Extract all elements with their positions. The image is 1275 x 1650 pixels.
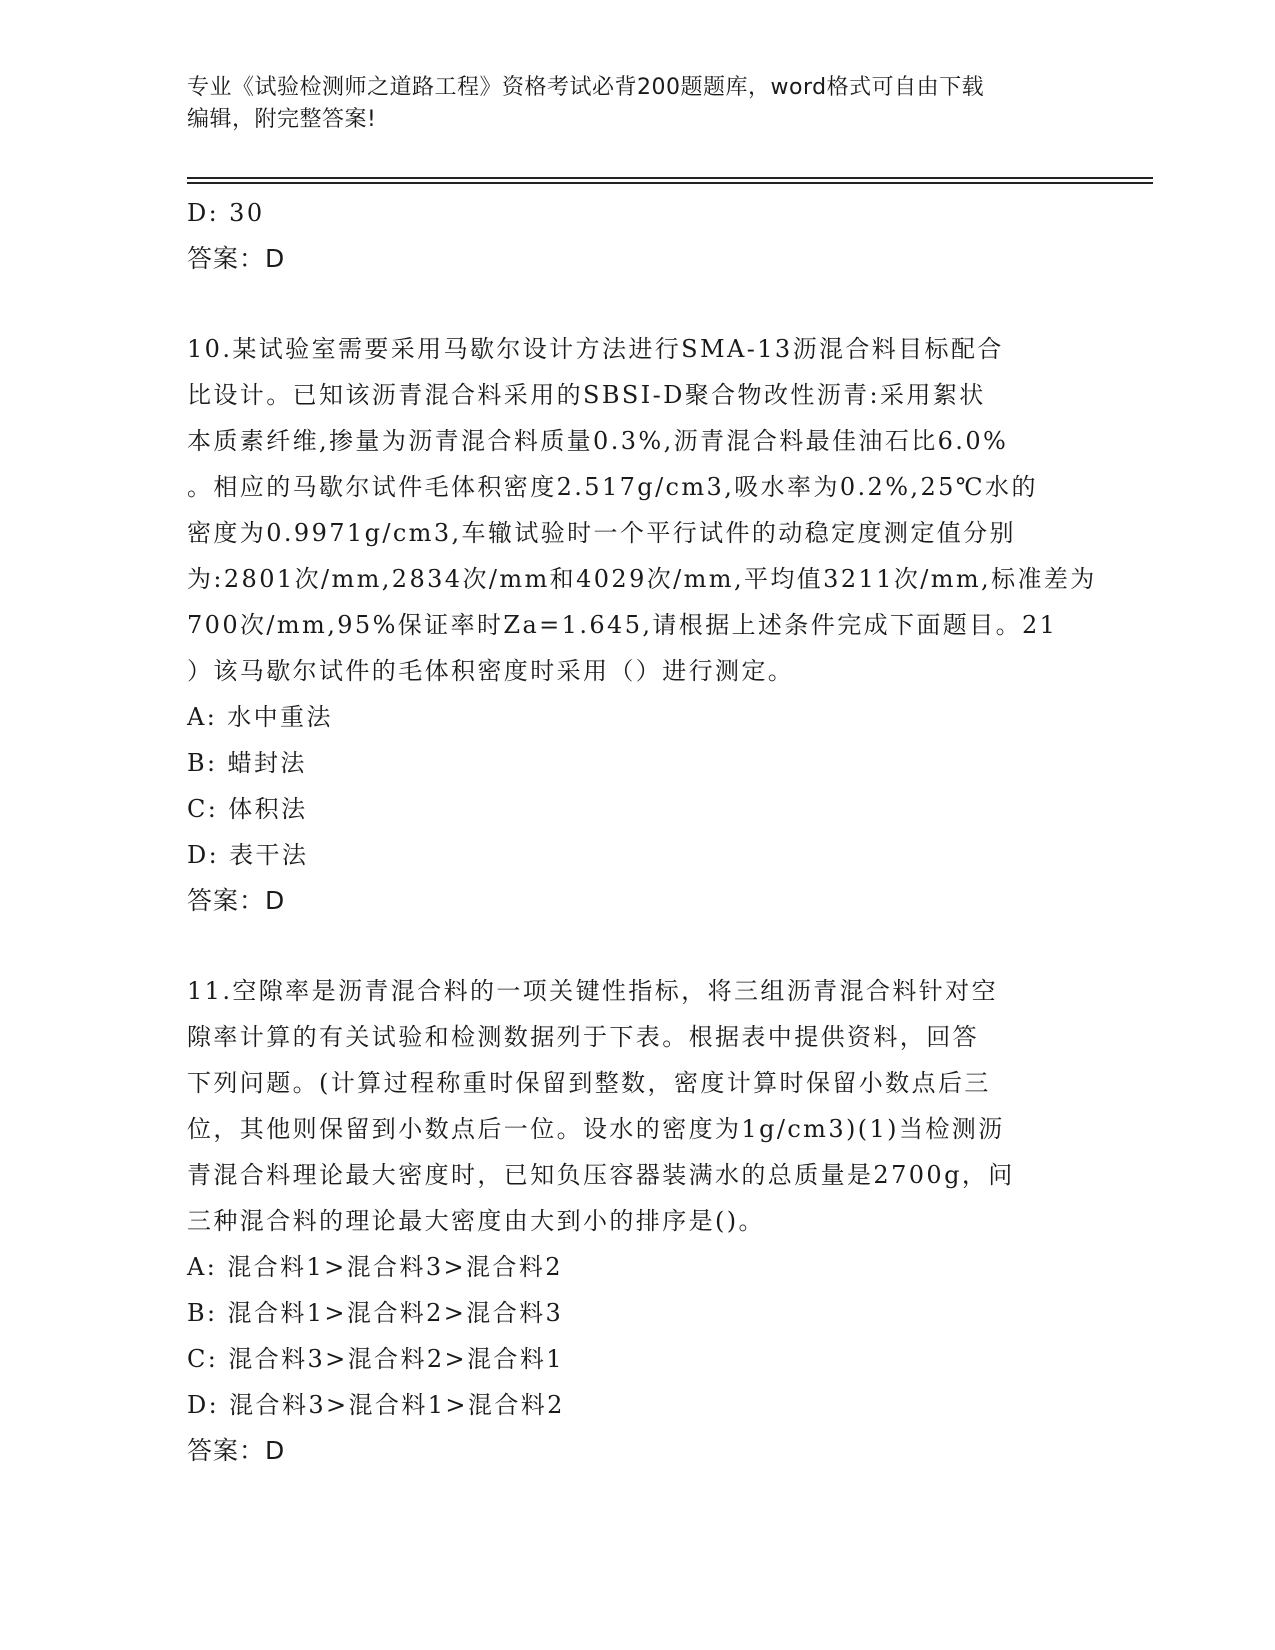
question-text-line: 11.空隙率是沥青混合料的一项关键性指标，将三组沥青混合料针对空 bbox=[187, 977, 998, 1005]
answer-line: 答案：D bbox=[187, 886, 286, 915]
question-text-line: 隙率计算的有关试验和检测数据列于下表。根据表中提供资料，回答 bbox=[187, 1023, 979, 1051]
document-body bbox=[187, 190, 1097, 1474]
answer-line: 答案：D bbox=[187, 1436, 286, 1465]
option-a: A: 水中重法 bbox=[187, 703, 333, 731]
header-divider-bottom bbox=[187, 182, 1153, 184]
question-spacer bbox=[187, 282, 1087, 326]
previous-question-tail bbox=[187, 190, 1087, 282]
document-header bbox=[187, 72, 1067, 136]
question-text-line: 700次/mm,95%保证率时Za=1.645,请根据上述条件完成下面题目。21 bbox=[187, 611, 1058, 639]
question-text-line: 为:2801次/mm,2834次/mm和4029次/mm,平均值3211次/mm,标准差为 bbox=[187, 565, 1097, 593]
question-text-line: 本质素纤维,掺量为沥青混合料质量0.3%,沥青混合料最佳油石比6.0% bbox=[187, 427, 1009, 455]
option-b: B: 混合料1>混合料2>混合料3 bbox=[187, 1299, 564, 1327]
question-text-line: 10.某试验室需要采用马歇尔设计方法进行SMA-13沥混合料目标配合 bbox=[187, 335, 1004, 363]
question-text-line: 青混合料理论最大密度时，已知负压容器装满水的总质量是2700g，问 bbox=[187, 1161, 1015, 1189]
question-11 bbox=[187, 968, 1087, 1474]
answer-line: 答案：D bbox=[187, 244, 286, 273]
option-d: D: 表干法 bbox=[187, 841, 309, 869]
option-a: A: 混合料1>混合料3>混合料2 bbox=[187, 1253, 563, 1281]
question-text-line: 密度为0.9971g/cm3,车辙试验时一个平行试件的动稳定度测定值分别 bbox=[187, 519, 1016, 547]
option-d: D: 30 bbox=[187, 199, 265, 227]
question-text-line: 三种混合料的理论最大密度由大到小的排序是()。 bbox=[187, 1207, 765, 1235]
question-spacer bbox=[187, 924, 1087, 968]
header-divider-top bbox=[187, 177, 1153, 179]
option-c: C: 混合料3>混合料2>混合料1 bbox=[187, 1345, 564, 1373]
option-d: D: 混合料3>混合料1>混合料2 bbox=[187, 1391, 565, 1419]
question-10 bbox=[187, 326, 1097, 924]
header-title-line-1: 专业《试验检测师之道路工程》资格考试必背200题题库，word格式可自由下载 bbox=[187, 75, 985, 100]
option-c: C: 体积法 bbox=[187, 795, 308, 823]
header-title-line-2: 编辑，附完整答案! bbox=[187, 107, 377, 132]
question-text-line: 比设计。已知该沥青混合料采用的SBSI-D聚合物改性沥青:采用絮状 bbox=[187, 381, 986, 409]
question-text-line: ）该马歇尔试件的毛体积密度时采用（）进行测定。 bbox=[187, 657, 795, 685]
option-b: B: 蜡封法 bbox=[187, 749, 307, 777]
question-text-line: 位，其他则保留到小数点后一位。设水的密度为1g/cm3)(1)当检测沥 bbox=[187, 1115, 1005, 1143]
question-text-line: 下列问题。(计算过程称重时保留到整数，密度计算时保留小数点后三 bbox=[187, 1069, 991, 1097]
question-text-line: 。相应的马歇尔试件毛体积密度2.517g/cm3,吸水率为0.2%,25℃水的 bbox=[187, 473, 1038, 501]
